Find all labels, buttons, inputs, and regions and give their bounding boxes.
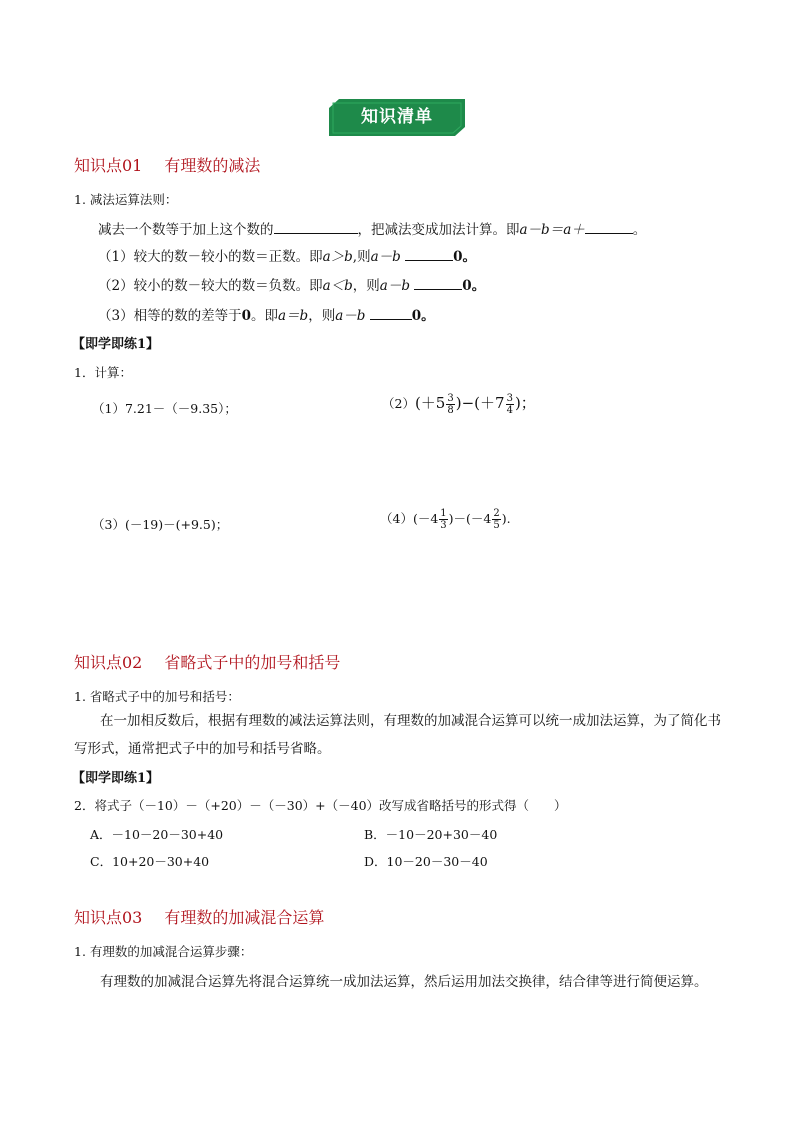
part4-term1: （4）(－4 <box>380 511 439 526</box>
kp2-title: 省略式子中的加号和括号 <box>164 653 341 672</box>
practice2-question: 2．将式子（－10）－（+20）－（－30）+（－40）改写成省略括号的形式得（ ） <box>74 798 567 813</box>
kp1-item1-b: ,则 <box>352 249 371 265</box>
kp1-item3-b: 。即 <box>251 308 278 324</box>
answer-blank <box>274 221 358 234</box>
kp1-item2-d: 0。 <box>462 278 486 294</box>
practice1-label: 【即学即练1】 <box>72 337 160 352</box>
numerator: 3 <box>506 393 513 404</box>
fraction <box>506 393 514 416</box>
answer-blank <box>414 277 462 290</box>
kp1-item2-b: ，则 <box>352 278 380 294</box>
part2-end: )； <box>514 394 536 412</box>
fraction <box>439 508 447 531</box>
numerator: 2 <box>493 508 500 519</box>
kp1-rel-gt: a＞b <box>322 249 353 265</box>
fraction <box>492 508 500 531</box>
kp1-line1-eq: a－b＝a＋ <box>519 222 585 238</box>
denominator: 4 <box>506 405 513 416</box>
kp1-item2 <box>98 274 485 294</box>
kp3-title: 有理数的加减混合运算 <box>164 908 325 927</box>
kp1-item3-c: ，则 <box>308 308 336 324</box>
kp3-number: 知识点03 <box>74 908 143 927</box>
kp1-item1-d: 0。 <box>453 249 476 265</box>
part2-term2: )−(＋7 <box>455 394 505 412</box>
denominator: 8 <box>447 405 454 416</box>
kp1-item3 <box>98 304 435 324</box>
kp3-paragraph: 有理数的加减混合运算先将混合运算统一成加法运算，然后运用加法交换律，结合律等进行简便运算。 <box>100 974 708 990</box>
denominator: 3 <box>440 520 447 531</box>
section-banner <box>329 99 465 136</box>
option-a: A．－10－20－30+40 <box>90 827 224 842</box>
kp2-paragraph: 在一加相反数后，根据有理数的减法运算法则，有理数的加减混合运算可以统一成加法运算，为了简化书写形式，通常把式子中的加号和括号省略。 <box>74 713 721 757</box>
kp1-number: 知识点01 <box>74 156 143 175</box>
kp1-item2-a: （2）较小的数－较大的数＝负数。即 <box>98 278 323 294</box>
answer-blank <box>370 307 412 320</box>
kp1-item3-eq: a＝b <box>278 308 309 324</box>
kp1-line1-b: ，把减法变成加法计算。即 <box>357 222 520 238</box>
answer-blank <box>405 248 453 261</box>
practice1-part3: （3）(－19)－(+9.5)； <box>92 517 229 532</box>
kp1-item2-c: a－b <box>379 278 410 294</box>
option-b: B．－10－20+30－40 <box>364 827 498 842</box>
kp2-label: 1. 省略式子中的加号和括号： <box>74 689 240 704</box>
kp1-line1-a: 减去一个数等于加上这个数的 <box>98 222 274 238</box>
kp1-item1-c: a－b <box>370 249 401 265</box>
kp1-item1-a: （1）较大的数－较小的数＝正数。即 <box>98 249 323 265</box>
kp1-title: 有理数的减法 <box>164 156 261 175</box>
kp1-heading <box>74 153 260 176</box>
kp1-item1 <box>98 245 476 265</box>
practice1-question: 1．计算： <box>74 365 132 380</box>
kp1-line1 <box>98 218 646 238</box>
kp2-heading <box>74 650 340 673</box>
kp1-item3-a: （3）相等的数的差等于 <box>98 308 242 324</box>
practice1-part4 <box>380 508 511 531</box>
kp1-rel-lt: a＜b <box>322 278 353 294</box>
part2-label: （2） <box>382 396 415 411</box>
kp3-label: 1. 有理数的加减混合运算步骤： <box>74 944 253 959</box>
fraction <box>446 393 454 416</box>
part4-term2: )－(－4 <box>448 511 492 526</box>
kp1-item3-d: a－b <box>335 308 366 324</box>
kp1-item3-e: 0。 <box>411 308 435 324</box>
kp1-rule-label: 1. 减法运算法则： <box>74 192 178 207</box>
kp2-number: 知识点02 <box>74 653 143 672</box>
denominator: 5 <box>493 520 500 531</box>
answer-blank <box>585 221 633 234</box>
part2-term1: (＋5 <box>414 394 446 412</box>
option-d: D．10－20－30－40 <box>364 854 488 869</box>
banner-title: 知识清单 <box>361 107 433 127</box>
practice1-part2 <box>382 392 536 416</box>
kp1-line1-end: 。 <box>632 222 647 238</box>
part4-end: ). <box>501 511 511 526</box>
kp3-heading <box>74 905 324 928</box>
numerator: 1 <box>440 508 447 519</box>
practice2-label: 【即学即练1】 <box>72 771 160 786</box>
option-c: C．10+20－30+40 <box>90 854 210 869</box>
kp1-item3-zero: 0 <box>241 308 251 324</box>
numerator: 3 <box>447 393 454 404</box>
practice1-part1: （1）7.21－（－9.35）； <box>92 401 237 416</box>
